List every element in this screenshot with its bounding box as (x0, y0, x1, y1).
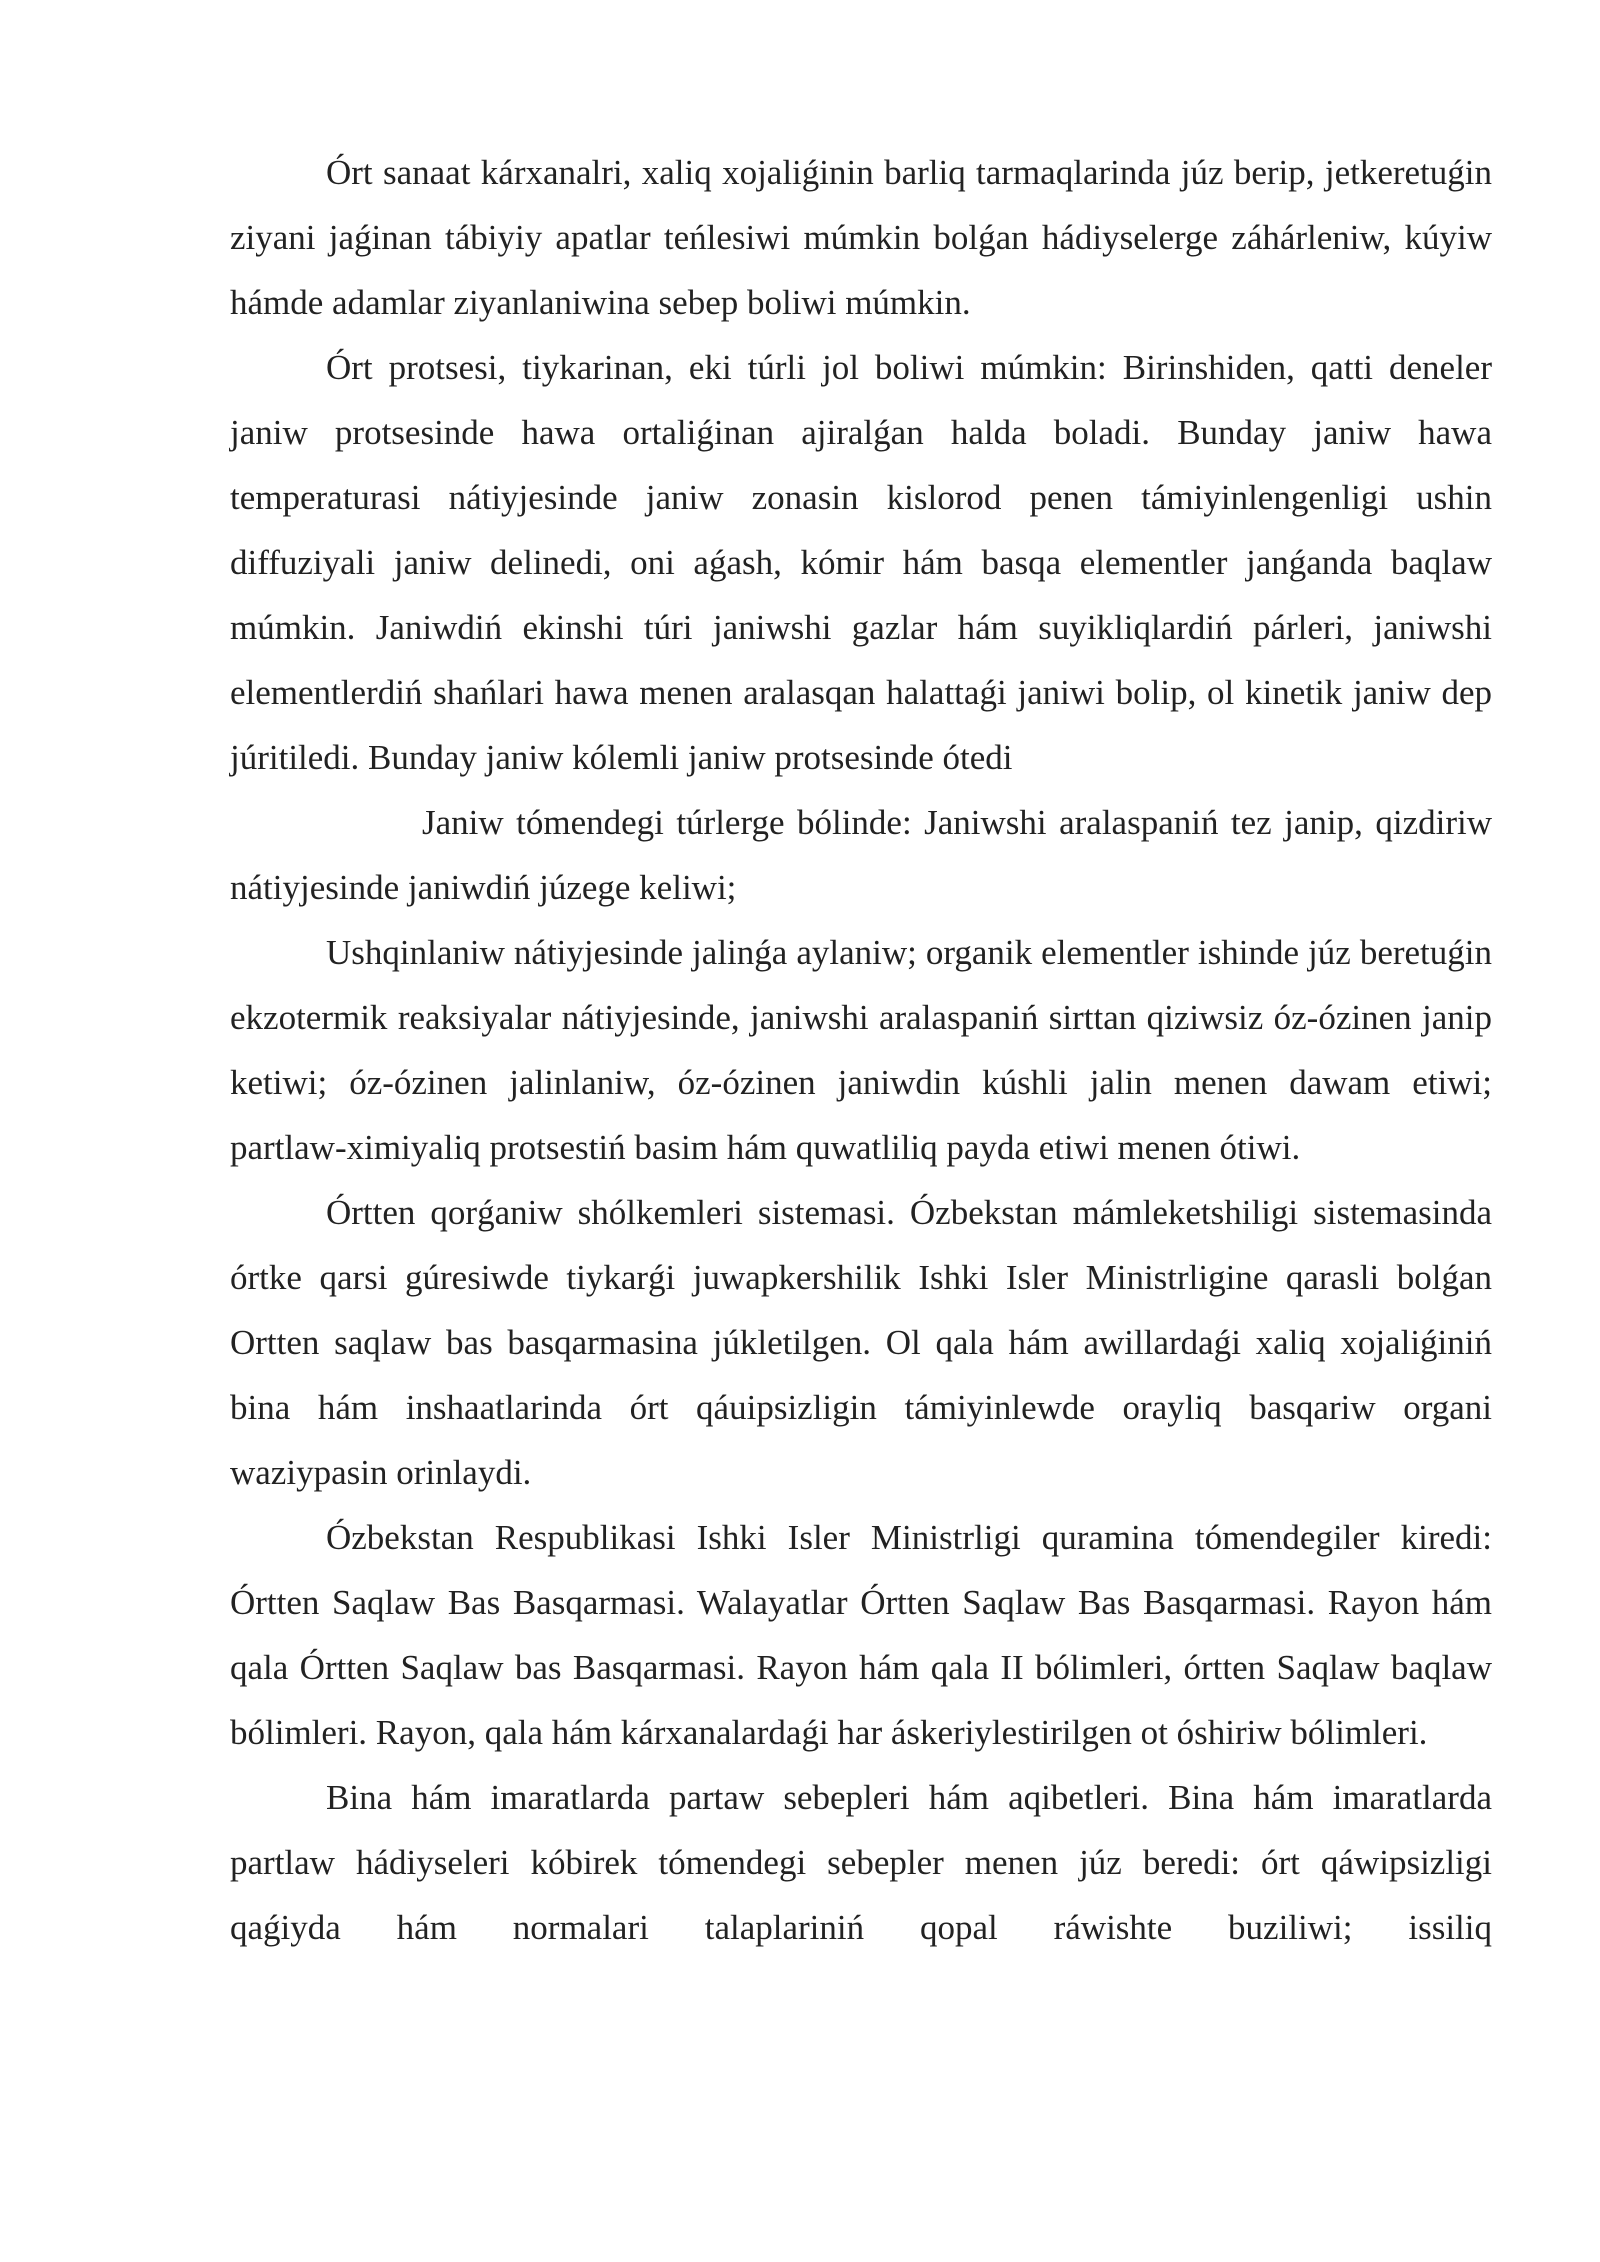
document-body (230, 140, 1492, 1960)
paragraph-fire-hazards: Órt sanaat kárxanalri, xaliq xojaliǵinin barliq tarmaqlarinda júz berip, jetkeretuǵin ziyani jaǵinan tábiyiy apatlar teńlesiwi múmkin bolǵan hádiyselerge záhárleniw, kúyiw hámde adamlar ziyanlaniwina sebep boliwi múmkin. (230, 153, 1492, 322)
paragraph-burning-types: Janiw tómendegi túrlerge bólinde: Janiwshi aralaspaniń tez janip, qizdiriw nátiyjesinde janiwdiń júzege keliwi; (230, 803, 1492, 907)
paragraph-ministry-structure: Ózbekstan Respublikasi Ishki Isler Ministrligi quramina tómendegiler kiredi: Órtten Saqlaw Bas Basqarmasi. Walayatlar Órtten Saqlaw Bas Basqarmasi. Rayon hám qala Órtten Saqlaw bas Basqarmasi. Rayon hám qala II bólimleri, órtten Saqlaw baqlaw bólimleri. Rayon, qala hám kárxanalardaǵi har áskeriylestirilgen ot óshiriw bólimleri. (230, 1518, 1492, 1752)
paragraph-explosion-causes: Bina hám imaratlarda partaw sebepleri hám aqibetleri. Bina hám imaratlarda partlaw hádiyseleri kóbirek tómendegi sebepler menen júz beredi: órt qáwipsizligi qaǵiyda hám normalari talaplariniń qopal ráwishte buziliwi; issiliq (230, 1778, 1492, 1947)
paragraph-fire-protection-system: Órtten qorǵaniw shólkemleri sistemasi. Ózbekstan mámleketshiligi sistemasinda órtke qarsi gúresiwde tiykarǵi juwapkershilik Ishki Isler Ministrligine qarasli bolǵan Ortten saqlaw bas basqarmasina júkletilgen. Ol qala hám awillardaǵi xaliq xojaliǵiniń bina hám inshaatlarinda órt qáuipsizligin támiyinlewde orayliq basqariw organi waziypasin orinlaydi. (230, 1193, 1492, 1492)
paragraph-ignition: Ushqinlaniw nátiyjesinde jalinǵa aylaniw; organik elementler ishinde júz beretuǵin ekzotermik reaksiyalar nátiyjesinde, janiwshi aralaspaniń sirttan qiziwsiz óz-ózinen janip ketiwi; óz-ózinen jalinlaniw, óz-ózinen janiwdin kúshli jalin menen dawam etiwi; partlaw-ximiyaliq protsestiń basim hám quwatliliq payda etiwi menen ótiwi. (230, 933, 1492, 1167)
paragraph-fire-process: Órt protsesi, tiykarinan, eki túrli jol boliwi múmkin: Birinshiden, qatti deneler janiw protsesinde hawa ortaliǵinan ajiralǵan halda boladi. Bunday janiw hawa temperaturasi nátiyjesinde janiw zonasin kislorod penen támiyinlengenligi ushin diffuziyali janiw delinedi, oni aǵash, kómir hám basqa elementler janǵanda baqlaw múmkin. Janiwdiń ekinshi túri janiwshi gazlar hám suyikliqlardiń párleri, janiwshi elementlerdiń shańlari hawa menen aralasqan halattaǵi janiwi bolip, ol kinetik janiw dep júritiledi. Bunday janiw kólemli janiw protsesinde ótedi (230, 348, 1492, 777)
